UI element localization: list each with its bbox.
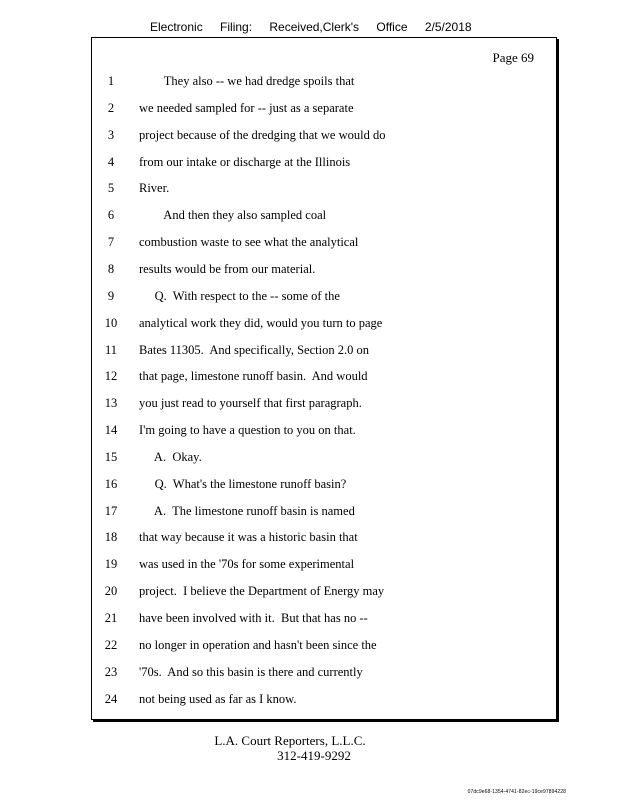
line-text: They also -- we had dredge spoils that — [139, 74, 355, 88]
transcript-line — [92, 181, 556, 199]
transcript-line — [92, 155, 556, 173]
line-text: River. — [139, 181, 170, 196]
line-text: combustion waste to see what the analytical — [139, 235, 359, 250]
transcript-line — [92, 530, 556, 548]
transcript-line — [92, 208, 556, 226]
line-number: 12 — [104, 369, 118, 384]
line-number: 24 — [104, 691, 118, 706]
transcript-line — [92, 74, 556, 92]
line-text: project because of the dredging that we would do — [139, 127, 386, 142]
line-text: was used in the '70s for some experimental — [139, 557, 355, 572]
transcript-line — [92, 584, 556, 602]
filing-word-electronic: Electronic — [150, 20, 203, 34]
line-text: we needed sampled for -- just as a separate — [139, 100, 354, 115]
line-number: 4 — [107, 154, 115, 169]
transcript-line — [92, 477, 556, 495]
filing-date: 2/5/2018 — [424, 20, 472, 34]
transcript-line — [92, 101, 556, 119]
line-number: 17 — [104, 503, 118, 518]
document-hash: 07dc9e68-1354-4741-82ec-19ce97894228 — [467, 789, 566, 795]
line-number: 8 — [107, 261, 115, 276]
transcript-line — [92, 450, 556, 468]
line-text: analytical work they did, would you turn to page — [139, 315, 383, 330]
filing-stamp — [150, 20, 486, 34]
transcript-line — [92, 557, 556, 575]
transcript-line — [92, 369, 556, 387]
line-text: Q. With respect to the -- some of the — [139, 288, 340, 303]
page-number: Page 69 — [492, 50, 534, 65]
transcript-page — [91, 37, 557, 720]
line-number: 11 — [104, 342, 118, 357]
line-number: 1 — [107, 74, 115, 88]
transcript-line — [92, 262, 556, 280]
transcript-line — [92, 343, 556, 361]
transcript-line — [92, 128, 556, 146]
line-number: 6 — [107, 208, 115, 223]
reporter-phone: 312-419-9292 — [277, 748, 351, 763]
line-number: 5 — [107, 181, 115, 196]
transcript-line — [92, 665, 556, 683]
filing-word-received: Received,Clerk's — [269, 20, 360, 34]
line-number: 2 — [107, 100, 115, 115]
line-number: 13 — [104, 396, 118, 411]
line-text: Bates 11305. And specifically, Section 2.0 on — [139, 342, 369, 357]
line-text: not being used as far as I know. — [139, 691, 297, 706]
transcript-line — [92, 235, 556, 253]
transcript-line — [92, 316, 556, 334]
line-text: that way because it was a historic basin that — [139, 530, 358, 545]
line-number: 16 — [104, 476, 118, 491]
transcript-line — [92, 692, 556, 710]
transcript-line — [92, 611, 556, 629]
line-number: 15 — [104, 449, 118, 464]
line-text: Q. What's the limestone runoff basin? — [139, 476, 347, 491]
reporter-company: L.A. Court Reporters, L.L.C. — [214, 733, 366, 748]
line-number: 3 — [107, 127, 115, 142]
line-text: And then they also sampled coal — [139, 208, 327, 223]
line-text: I'm going to have a question to you on that. — [139, 423, 356, 438]
line-number: 23 — [104, 664, 118, 679]
line-text: have been involved with it. But that has no -- — [139, 611, 368, 625]
line-number: 9 — [107, 288, 115, 303]
line-number: 7 — [107, 235, 115, 250]
line-number: 10 — [104, 315, 118, 330]
line-text: from our intake or discharge at the Illinois — [139, 154, 351, 169]
line-number: 21 — [104, 611, 118, 625]
line-number: 19 — [104, 557, 118, 572]
line-text: '70s. And so this basin is there and currently — [139, 664, 363, 679]
line-text: A. The limestone runoff basin is named — [139, 503, 355, 518]
line-number: 18 — [104, 530, 118, 545]
line-number: 20 — [104, 584, 118, 599]
line-text: no longer in operation and hasn't been since the — [139, 637, 377, 652]
transcript-line — [92, 423, 556, 441]
line-text: you just read to yourself that first paragraph. — [139, 396, 362, 411]
filing-word-filing: Filing: — [220, 20, 253, 34]
transcript-line — [92, 638, 556, 656]
line-text: A. Okay. — [139, 449, 202, 464]
transcript-line — [92, 504, 556, 522]
line-text: project. I believe the Department of Energy may — [139, 584, 385, 599]
transcript-line — [92, 396, 556, 414]
transcript-line — [92, 289, 556, 307]
line-number: 22 — [104, 637, 118, 652]
line-number: 14 — [104, 423, 118, 438]
line-text: that page, limestone runoff basin. And would — [139, 369, 368, 384]
filing-word-office: Office — [376, 20, 408, 34]
line-text: results would be from our material. — [139, 261, 316, 276]
